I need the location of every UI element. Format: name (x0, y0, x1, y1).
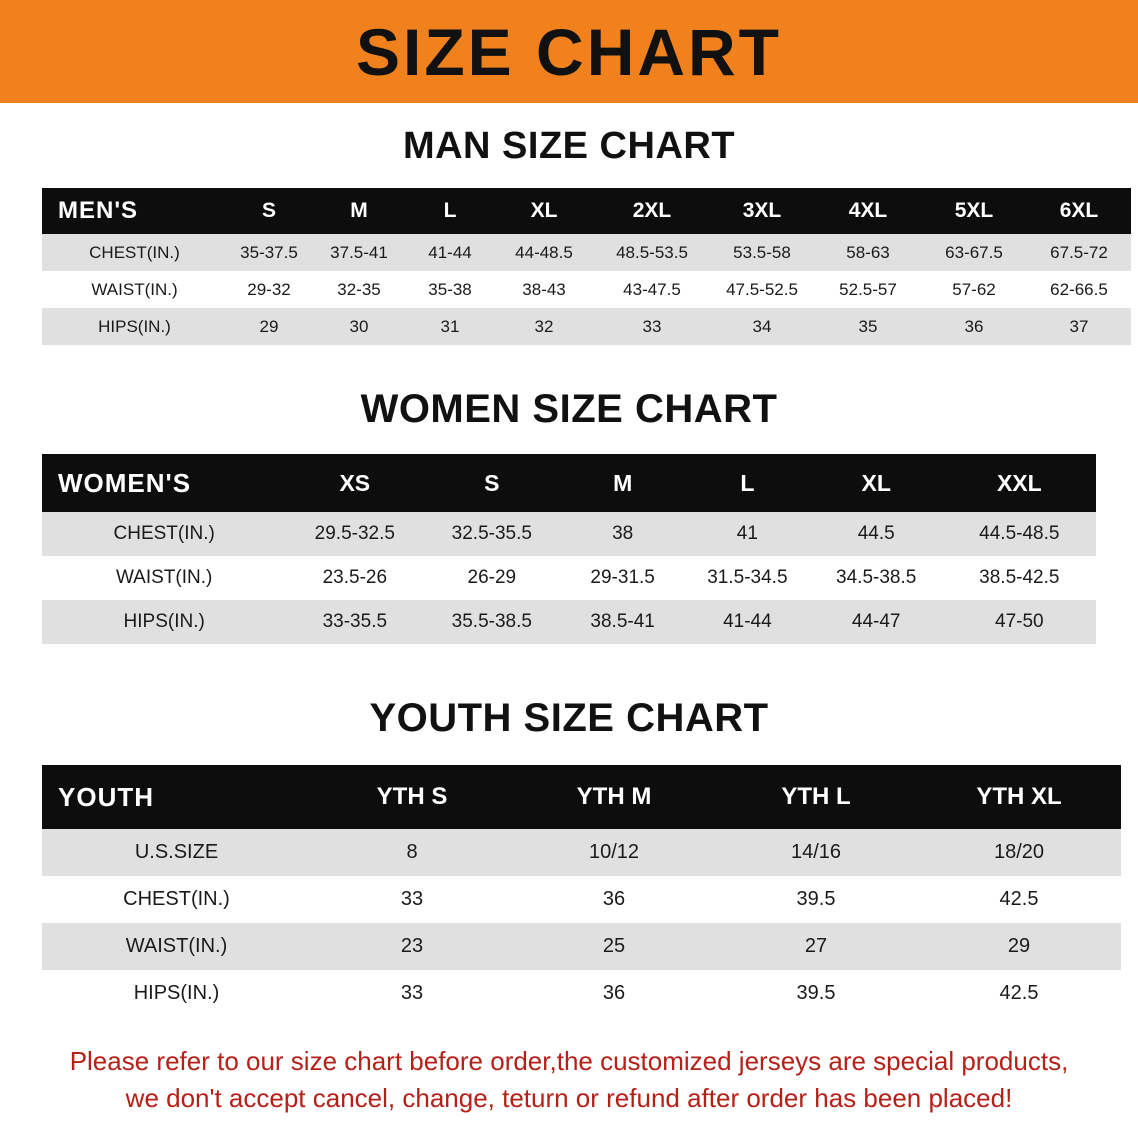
table-row (42, 600, 1096, 644)
cell: 37.5-41 (330, 242, 388, 262)
cell: 39.5 (796, 982, 836, 1004)
column-header: YTH M (576, 783, 652, 810)
cell: 29.5-32.5 (314, 523, 395, 544)
cell: 53.5-58 (733, 242, 791, 262)
cell: 35.5-38.5 (451, 611, 532, 632)
cell: 14/16 (790, 841, 842, 863)
column-header: L (443, 199, 457, 222)
cell: 10/12 (588, 841, 640, 863)
cell: 42.5 (999, 982, 1039, 1004)
column-header: L (740, 469, 755, 496)
cell: 67.5-72 (1050, 242, 1108, 262)
cell: 27 (804, 935, 828, 957)
row-label: HIPS(IN.) (123, 611, 205, 632)
cell: 30 (349, 316, 369, 336)
cell: 18/20 (993, 841, 1045, 863)
column-header: YTH XL (976, 783, 1062, 810)
cell: 43-47.5 (623, 279, 681, 299)
table-header-row (42, 188, 1131, 234)
cell: 44-47 (851, 611, 901, 632)
page-title: SIZE CHART (356, 14, 782, 89)
row-label: HIPS(IN.) (133, 982, 220, 1004)
cell: 47-50 (995, 611, 1044, 632)
corner-label: YOUTH (58, 781, 154, 812)
policy-note (40, 1043, 1098, 1117)
cell: 31.5-34.5 (707, 567, 788, 588)
women-table-wrap (42, 454, 1096, 644)
cell: 29 (1007, 935, 1031, 957)
cell: 44-48.5 (515, 242, 573, 262)
cell: 37 (1069, 316, 1089, 336)
banner (0, 0, 1138, 103)
women-section-heading: WOMEN SIZE CHART (360, 387, 778, 431)
table-row (42, 556, 1096, 600)
cell: 29 (259, 316, 279, 336)
column-header: XL (861, 469, 891, 496)
man-table-wrap (42, 188, 1108, 345)
cell: 63-67.5 (945, 242, 1003, 262)
man-size-table (42, 188, 1131, 345)
cell: 34 (752, 316, 772, 336)
cell: 38-43 (522, 279, 566, 299)
cell: 35-37.5 (240, 242, 298, 262)
cell: 29-31.5 (590, 567, 655, 588)
youth-size-table (42, 765, 1121, 1017)
column-header: XS (339, 469, 371, 496)
row-label: U.S.SIZE (134, 841, 219, 863)
table-row (42, 829, 1121, 876)
column-header: M (613, 469, 633, 496)
cell: 36 (602, 888, 626, 910)
man-section-heading: MAN SIZE CHART (402, 125, 736, 167)
cell: 47.5-52.5 (726, 279, 798, 299)
corner-label: MEN'S (58, 197, 139, 224)
row-label: CHEST(IN.) (113, 523, 215, 544)
cell: 35 (858, 316, 878, 336)
row-label: WAIST(IN.) (125, 935, 228, 957)
row-label: WAIST(IN.) (91, 279, 178, 299)
youth-table-wrap (42, 765, 1096, 1017)
row-label: WAIST(IN.) (115, 567, 213, 588)
cell: 33-35.5 (322, 611, 388, 632)
column-header: S (484, 469, 500, 496)
cell: 39.5 (796, 888, 836, 910)
cell: 62-66.5 (1050, 279, 1108, 299)
policy-note-line-2: we don't accept cancel, change, teturn or refund after order has been placed! (125, 1082, 1013, 1113)
cell: 33 (400, 982, 424, 1004)
youth-section-heading: YOUTH SIZE CHART (369, 696, 769, 740)
cell: 58-63 (846, 242, 890, 262)
cell: 41-44 (428, 242, 472, 262)
cell: 23 (400, 935, 424, 957)
cell: 48.5-53.5 (616, 242, 688, 262)
cell: 44.5 (857, 523, 895, 544)
corner-label: WOMEN'S (58, 467, 192, 498)
table-row (42, 234, 1131, 271)
column-header: YTH L (781, 783, 851, 810)
cell: 33 (642, 316, 662, 336)
column-header: 5XL (954, 199, 994, 222)
column-header: YTH S (376, 783, 448, 810)
column-header: 2XL (632, 199, 672, 222)
cell: 26-29 (467, 567, 517, 588)
cell: 31 (440, 316, 460, 336)
cell: 34.5-38.5 (836, 567, 917, 588)
cell: 41 (736, 523, 758, 544)
women-size-table (42, 454, 1096, 644)
table-row (42, 970, 1121, 1017)
row-label: CHEST(IN.) (123, 888, 230, 910)
cell: 8 (406, 841, 418, 863)
table-row (42, 876, 1121, 923)
column-header: 3XL (742, 199, 782, 222)
column-header: M (350, 199, 368, 222)
column-header: 6XL (1059, 199, 1099, 222)
row-label: CHEST(IN.) (89, 242, 180, 262)
cell: 52.5-57 (839, 279, 897, 299)
column-header: 4XL (848, 199, 888, 222)
row-label: HIPS(IN.) (98, 316, 171, 336)
cell: 38.5-41 (590, 611, 655, 632)
cell: 42.5 (999, 888, 1039, 910)
table-row (42, 923, 1121, 970)
cell: 25 (602, 935, 626, 957)
table-row (42, 308, 1131, 345)
cell: 32 (534, 316, 554, 336)
table-row (42, 512, 1096, 556)
cell: 57-62 (952, 279, 996, 299)
cell: 33 (400, 888, 424, 910)
table-row (42, 271, 1131, 308)
cell: 36 (964, 316, 984, 336)
column-header: XXL (996, 469, 1042, 496)
cell: 38.5-42.5 (979, 567, 1060, 588)
column-header: S (261, 199, 276, 222)
cell: 35-38 (428, 279, 472, 299)
table-header-row (42, 454, 1096, 512)
cell: 41-44 (723, 611, 772, 632)
table-header-row (42, 765, 1121, 829)
cell: 29-32 (247, 279, 291, 299)
policy-note-line-1: Please refer to our size chart before order,the customized jerseys are special products, (69, 1046, 1069, 1076)
column-header: XL (530, 199, 558, 222)
cell: 36 (602, 982, 626, 1004)
cell: 44.5-48.5 (979, 523, 1060, 544)
cell: 23.5-26 (322, 567, 388, 588)
cell: 38 (612, 523, 634, 544)
cell: 32.5-35.5 (451, 523, 532, 544)
cell: 32-35 (337, 279, 381, 299)
